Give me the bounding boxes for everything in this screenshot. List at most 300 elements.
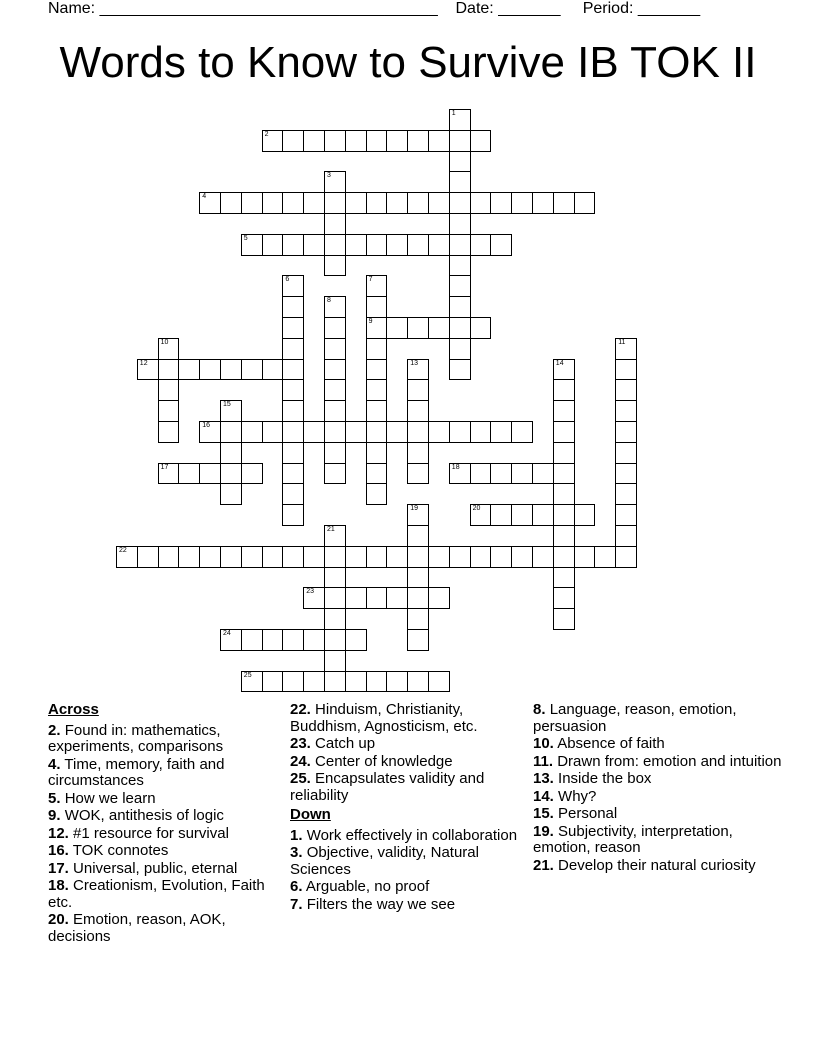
crossword-cell[interactable] (366, 234, 388, 256)
clue-number: 5. (48, 789, 61, 807)
clue-text: Time, memory, faith and circumstances (48, 755, 225, 789)
cell-number: 6 (285, 276, 290, 284)
crossword-cell[interactable] (490, 504, 512, 526)
crossword-cell[interactable] (282, 296, 304, 318)
crossword-cell[interactable] (220, 421, 242, 443)
clue-number: 12. (48, 824, 69, 842)
crossword-cell[interactable] (490, 192, 512, 214)
crossword-cell[interactable] (532, 504, 554, 526)
crossword-cell[interactable] (553, 567, 575, 589)
crossword-cell[interactable] (303, 671, 325, 693)
crossword-cell[interactable] (407, 463, 429, 485)
crossword-cell[interactable] (407, 130, 429, 152)
crossword-cell[interactable] (366, 379, 388, 401)
crossword-cell[interactable] (324, 379, 346, 401)
crossword-cell[interactable] (282, 275, 304, 297)
crossword-cell[interactable] (511, 192, 533, 214)
crossword-cell[interactable] (470, 130, 492, 152)
crossword-cell[interactable] (574, 546, 596, 568)
crossword-cell[interactable] (407, 234, 429, 256)
cell-number: 12 (139, 359, 148, 367)
crossword-cell[interactable] (366, 587, 388, 609)
crossword-cell[interactable] (449, 546, 471, 568)
crossword-cell[interactable] (615, 421, 637, 443)
crossword-cell[interactable] (282, 359, 304, 381)
cell-number: 20 (472, 505, 481, 513)
crossword-cell[interactable] (490, 421, 512, 443)
crossword-cell[interactable] (407, 359, 429, 381)
down-clue (533, 789, 783, 806)
crossword-cell[interactable] (220, 463, 242, 485)
crossword-cell[interactable] (449, 130, 471, 152)
crossword-cell[interactable] (282, 379, 304, 401)
cell-number: 10 (160, 338, 169, 346)
clue-text: WOK, antithesis of logic (64, 807, 224, 824)
crossword-cell[interactable] (407, 379, 429, 401)
crossword-cell[interactable] (220, 483, 242, 505)
across-clue (48, 826, 278, 843)
crossword-cell[interactable] (158, 421, 180, 443)
crossword-cell[interactable] (428, 671, 450, 693)
crossword-cell[interactable] (158, 338, 180, 360)
crossword-cell[interactable] (428, 421, 450, 443)
crossword-cell[interactable] (470, 504, 492, 526)
crossword-cell[interactable] (449, 359, 471, 381)
clue-text: Catch up (315, 735, 376, 752)
clue-text: Why? (558, 787, 597, 805)
crossword-cell[interactable] (282, 504, 304, 526)
clue-number: 11. (533, 752, 554, 770)
crossword-cell[interactable] (220, 359, 242, 381)
crossword-cell[interactable] (282, 483, 304, 505)
crossword-cell[interactable] (366, 296, 388, 318)
crossword-cell[interactable] (407, 317, 429, 339)
cell-number: 17 (160, 463, 169, 471)
down-clue (290, 828, 522, 845)
crossword-cell[interactable] (407, 192, 429, 214)
crossword-cell[interactable] (449, 213, 471, 235)
crossword-cell[interactable] (407, 629, 429, 651)
date-field-label: Date: _______ (455, 0, 561, 17)
crossword-cell[interactable] (324, 525, 346, 547)
crossword-cell[interactable] (262, 671, 284, 693)
crossword-cell[interactable] (324, 171, 346, 193)
crossword-cell[interactable] (449, 463, 471, 485)
crossword-cell[interactable] (324, 317, 346, 339)
crossword-cell[interactable] (303, 587, 325, 609)
crossword-cell[interactable] (615, 379, 637, 401)
down-clue (533, 824, 783, 857)
crossword-cell[interactable] (262, 421, 284, 443)
crossword-cell[interactable] (449, 109, 471, 131)
crossword-cell[interactable] (324, 400, 346, 422)
cell-number: 21 (327, 526, 335, 533)
crossword-cell[interactable] (282, 130, 304, 152)
clue-text: Found in: mathematics, experiments, comparisons (48, 721, 224, 755)
crossword-cell[interactable] (303, 546, 325, 568)
clues-column-1 (48, 702, 278, 946)
crossword-cell[interactable] (553, 546, 575, 568)
cell-number: 1 (451, 110, 456, 117)
crossword-cell[interactable] (386, 671, 408, 693)
crossword-cell[interactable] (553, 608, 575, 630)
crossword-cell[interactable] (282, 442, 304, 464)
clue-text: Personal (558, 805, 618, 822)
crossword-cell[interactable] (428, 317, 450, 339)
crossword-cell[interactable] (366, 317, 388, 339)
crossword-cell[interactable] (470, 317, 492, 339)
crossword-cell[interactable] (470, 546, 492, 568)
crossword-cell[interactable] (324, 608, 346, 630)
name-field-label: Name: ______________________________________ (48, 0, 438, 17)
crossword-cell[interactable] (158, 400, 180, 422)
crossword-cell[interactable] (449, 296, 471, 318)
crossword-cell[interactable] (615, 359, 637, 381)
down-clue-list-continued (533, 702, 783, 874)
across-heading: Across (48, 701, 99, 718)
crossword-cell[interactable] (386, 421, 408, 443)
crossword-cell[interactable] (262, 546, 284, 568)
crossword-cell[interactable] (241, 359, 263, 381)
crossword-cell[interactable] (199, 546, 221, 568)
crossword-cell[interactable] (449, 192, 471, 214)
crossword-cell[interactable] (324, 671, 346, 693)
crossword-cell[interactable] (241, 463, 263, 485)
clue-number: 24. (290, 752, 311, 770)
crossword-cell[interactable] (615, 504, 637, 526)
down-clue (533, 754, 783, 771)
clue-number: 13. (533, 770, 554, 787)
crossword-cell[interactable] (324, 587, 346, 609)
crossword-cell[interactable] (553, 483, 575, 505)
crossword-cell[interactable] (407, 671, 429, 693)
crossword-cell[interactable] (199, 359, 221, 381)
cell-number: 24 (223, 630, 231, 637)
crossword-cell[interactable] (220, 400, 242, 422)
crossword-cell[interactable] (262, 629, 284, 651)
crossword-cell[interactable] (303, 421, 325, 443)
crossword-cell[interactable] (553, 400, 575, 422)
crossword-cell[interactable] (241, 421, 263, 443)
crossword-cell[interactable] (574, 504, 596, 526)
cell-number: 9 (368, 318, 373, 325)
clue-text: Encapsulates validity and reliability (290, 770, 485, 804)
crossword-cell[interactable] (615, 442, 637, 464)
crossword-cell[interactable] (490, 463, 512, 485)
crossword-cell[interactable] (490, 234, 512, 256)
crossword-cell[interactable] (449, 151, 471, 173)
crossword-cell[interactable] (345, 192, 367, 214)
clue-text: Inside the box (558, 770, 652, 787)
crossword-cell[interactable] (386, 317, 408, 339)
crossword-cell[interactable] (282, 400, 304, 422)
crossword-cell[interactable] (511, 421, 533, 443)
crossword-cell[interactable] (220, 546, 242, 568)
crossword-cell[interactable] (324, 213, 346, 235)
crossword-cell[interactable] (324, 234, 346, 256)
crossword-cell[interactable] (532, 192, 554, 214)
crossword-cell[interactable] (553, 463, 575, 485)
crossword-cell[interactable] (178, 359, 200, 381)
crossword-cell[interactable] (553, 421, 575, 443)
cell-number: 8 (327, 297, 331, 305)
crossword-cell[interactable] (449, 234, 471, 256)
cell-number: 23 (306, 588, 314, 596)
crossword-cell[interactable] (199, 192, 221, 214)
crossword-cell[interactable] (345, 130, 367, 152)
crossword-cell[interactable] (428, 130, 450, 152)
crossword-cell[interactable] (366, 671, 388, 693)
crossword-cell[interactable] (470, 463, 492, 485)
crossword-cell[interactable] (407, 442, 429, 464)
clue-number: 16. (48, 842, 69, 859)
crossword-cell[interactable] (116, 546, 138, 568)
crossword-cell[interactable] (532, 546, 554, 568)
crossword-cell[interactable] (449, 421, 471, 443)
clue-text: Subjectivity, interpretation, emotion, reason (533, 822, 733, 856)
crossword-cell[interactable] (428, 192, 450, 214)
crossword-cell[interactable] (615, 463, 637, 485)
cell-number: 11 (618, 338, 626, 346)
down-heading: Down (290, 806, 331, 823)
crossword-cell[interactable] (407, 525, 429, 547)
crossword-cell[interactable] (366, 442, 388, 464)
crossword-cell[interactable] (553, 525, 575, 547)
crossword-cell[interactable] (386, 234, 408, 256)
crossword-cell[interactable] (178, 463, 200, 485)
crossword-cell[interactable] (407, 400, 429, 422)
clue-number: 20. (48, 911, 69, 928)
crossword-cell[interactable] (615, 546, 637, 568)
crossword-cell[interactable] (282, 192, 304, 214)
across-clue-list (48, 723, 278, 946)
cell-number: 7 (368, 276, 373, 284)
crossword-cell[interactable] (199, 421, 221, 443)
crossword-cell[interactable] (366, 546, 388, 568)
crossword-cell[interactable] (324, 192, 346, 214)
crossword-cell[interactable] (220, 442, 242, 464)
crossword-cell[interactable] (449, 317, 471, 339)
clue-number: 8. (533, 701, 546, 718)
crossword-cell[interactable] (345, 629, 367, 651)
crossword-cell[interactable] (324, 629, 346, 651)
crossword-cell[interactable] (262, 130, 284, 152)
crossword-cell[interactable] (158, 379, 180, 401)
cell-number: 3 (327, 172, 331, 180)
crossword-cell[interactable] (282, 629, 304, 651)
clues-column-2 (290, 702, 522, 914)
clue-text: Language, reason, emotion, persuasion (533, 701, 737, 735)
crossword-cell[interactable] (407, 608, 429, 630)
clue-text: Universal, public, eternal (73, 859, 238, 877)
across-clue (48, 861, 278, 878)
crossword-cell[interactable] (345, 421, 367, 443)
crossword-cell[interactable] (345, 546, 367, 568)
across-clue (290, 754, 522, 771)
crossword-cell[interactable] (574, 192, 596, 214)
crossword-cell[interactable] (324, 359, 346, 381)
crossword-cell[interactable] (615, 400, 637, 422)
crossword-cell[interactable] (366, 463, 388, 485)
cell-number: 16 (202, 422, 210, 429)
crossword-cell[interactable] (366, 130, 388, 152)
crossword-cell[interactable] (366, 421, 388, 443)
crossword-cell[interactable] (345, 671, 367, 693)
crossword-cell[interactable] (241, 629, 263, 651)
cell-number: 14 (555, 359, 564, 367)
across-clue (48, 757, 278, 790)
crossword-cell[interactable] (386, 192, 408, 214)
crossword-cell[interactable] (324, 338, 346, 360)
clue-text: Objective, validity, Natural Sciences (290, 844, 479, 878)
crossword-cell[interactable] (553, 504, 575, 526)
crossword-cell[interactable] (470, 192, 492, 214)
crossword-cell[interactable] (158, 359, 180, 381)
clue-number: 21. (533, 856, 554, 874)
clue-number: 25. (290, 770, 311, 787)
crossword-cell[interactable] (324, 546, 346, 568)
crossword-cell[interactable] (262, 192, 284, 214)
crossword-cell[interactable] (428, 587, 450, 609)
crossword-cell[interactable] (345, 234, 367, 256)
crossword-cell[interactable] (594, 546, 616, 568)
crossword-cell[interactable] (324, 130, 346, 152)
clue-text: Develop their natural curiosity (558, 856, 756, 874)
crossword-cell[interactable] (241, 192, 263, 214)
crossword-cell[interactable] (241, 671, 263, 693)
crossword-cell[interactable] (553, 587, 575, 609)
cell-number: 2 (264, 130, 269, 138)
crossword-cell[interactable] (470, 234, 492, 256)
crossword-cell[interactable] (366, 400, 388, 422)
page-title: Words to Know to Survive IB TOK II (59, 38, 757, 87)
crossword-cell[interactable] (553, 359, 575, 381)
crossword-cell[interactable] (282, 234, 304, 256)
clue-text: #1 resource for survival (73, 824, 229, 842)
crossword-cell[interactable] (241, 234, 263, 256)
crossword-cell[interactable] (449, 275, 471, 297)
clue-text: Creationism, Evolution, Faith etc. (48, 877, 265, 911)
crossword-cell[interactable] (386, 546, 408, 568)
crossword-cell[interactable] (428, 234, 450, 256)
crossword-cell[interactable] (366, 359, 388, 381)
crossword-cell[interactable] (303, 130, 325, 152)
crossword-cell[interactable] (282, 338, 304, 360)
crossword-cell[interactable] (137, 359, 159, 381)
crossword-cell[interactable] (137, 546, 159, 568)
cell-number: 5 (243, 234, 248, 242)
across-clue (290, 771, 522, 804)
crossword-cell[interactable] (366, 275, 388, 297)
across-clue (290, 702, 522, 735)
crossword-cell[interactable] (324, 442, 346, 464)
crossword-cell[interactable] (345, 587, 367, 609)
crossword-cell[interactable] (282, 317, 304, 339)
crossword-cell[interactable] (366, 192, 388, 214)
clue-number: 2. (48, 721, 61, 739)
clue-number: 3. (290, 844, 303, 861)
crossword-cell[interactable] (407, 421, 429, 443)
clue-text: Filters the way we see (306, 895, 456, 913)
crossword-cell[interactable] (449, 338, 471, 360)
crossword-cell[interactable] (324, 567, 346, 589)
crossword-cell[interactable] (553, 442, 575, 464)
clue-number: 1. (290, 826, 303, 844)
crossword-cell[interactable] (158, 546, 180, 568)
clue-text: Center of knowledge (315, 752, 453, 770)
crossword-cell[interactable] (241, 546, 263, 568)
crossword-cell[interactable] (449, 171, 471, 193)
crossword-cell[interactable] (303, 234, 325, 256)
crossword-cell[interactable] (449, 255, 471, 277)
crossword-cell[interactable] (553, 192, 575, 214)
crossword-cell[interactable] (324, 421, 346, 443)
crossword-cell[interactable] (615, 483, 637, 505)
crossword-cell[interactable] (386, 130, 408, 152)
crossword-cell[interactable] (158, 463, 180, 485)
crossword-cell[interactable] (282, 421, 304, 443)
crossword-cell[interactable] (615, 338, 637, 360)
crossword-cell[interactable] (366, 483, 388, 505)
crossword-cell[interactable] (511, 504, 533, 526)
clue-number: 23. (290, 735, 311, 752)
crossword-cell[interactable] (199, 463, 221, 485)
crossword-cell[interactable] (262, 359, 284, 381)
crossword-cell[interactable] (428, 546, 450, 568)
crossword-cell[interactable] (511, 463, 533, 485)
clue-number: 9. (48, 807, 61, 824)
cell-number: 4 (202, 193, 207, 201)
crossword-cell[interactable] (282, 546, 304, 568)
crossword-cell[interactable] (490, 546, 512, 568)
crossword-cell[interactable] (511, 546, 533, 568)
clue-number: 14. (533, 787, 554, 805)
crossword-cell[interactable] (407, 546, 429, 568)
crossword-cell[interactable] (366, 338, 388, 360)
crossword-cell[interactable] (470, 421, 492, 443)
across-clue (290, 736, 522, 753)
crossword-cell[interactable] (282, 463, 304, 485)
across-clue (48, 843, 278, 860)
crossword-cell[interactable] (282, 671, 304, 693)
down-clue (533, 702, 783, 735)
clue-number: 4. (48, 755, 61, 773)
crossword-cell[interactable] (303, 192, 325, 214)
crossword-cell[interactable] (324, 463, 346, 485)
crossword-cell[interactable] (220, 629, 242, 651)
crossword-cell[interactable] (615, 525, 637, 547)
crossword-cell[interactable] (407, 587, 429, 609)
crossword-cell[interactable] (532, 463, 554, 485)
clue-number: 7. (290, 895, 303, 913)
crossword-cell[interactable] (303, 629, 325, 651)
clue-number: 10. (533, 735, 554, 752)
crossword-cell[interactable] (324, 296, 346, 318)
down-clue (533, 736, 783, 753)
crossword-cell[interactable] (178, 546, 200, 568)
crossword-cell[interactable] (553, 379, 575, 401)
crossword-cell[interactable] (220, 192, 242, 214)
crossword-cell[interactable] (386, 587, 408, 609)
crossword-cell[interactable] (262, 234, 284, 256)
crossword-cell[interactable] (407, 504, 429, 526)
crossword-cell[interactable] (324, 255, 346, 277)
down-clue (533, 771, 783, 788)
crossword-cell[interactable] (324, 650, 346, 672)
clue-text: Arguable, no proof (305, 878, 430, 895)
cell-number: 18 (451, 463, 460, 471)
crossword-cell[interactable] (407, 567, 429, 589)
